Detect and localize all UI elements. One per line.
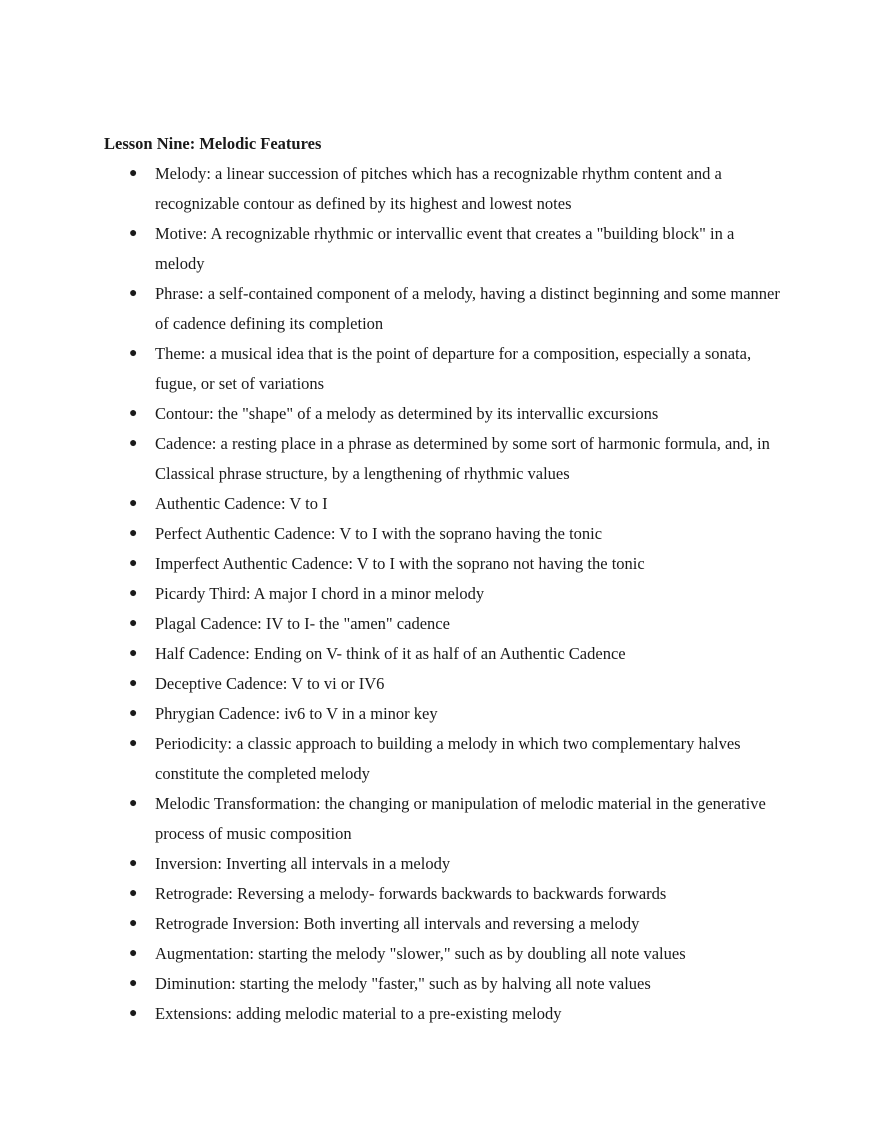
list-item-text: Cadence: a resting place in a phrase as determined by some sort of harmonic formula, and, in Classical phrase structure, by a lengthening of rhythmic values	[155, 434, 770, 483]
bullet-icon: ●	[129, 226, 138, 241]
list-item	[0, 279, 880, 339]
list-item-text: Motive: A recognizable rhythmic or intervallic event that creates a "building block" in a melody	[155, 224, 735, 273]
list-item-text: Plagal Cadence: IV to I- the "amen" cadence	[155, 614, 450, 633]
list-item-text: Authentic Cadence: V to I	[155, 494, 328, 513]
list-item-text: Retrograde: Reversing a melody- forwards backwards to backwards forwards	[155, 884, 667, 903]
list-item	[0, 219, 880, 279]
list-item-text: Phrase: a self-contained component of a melody, having a distinct beginning and some manner of cadence defining its completion	[155, 284, 780, 333]
list-item-text: Half Cadence: Ending on V- think of it as half of an Authentic Cadence	[155, 644, 626, 663]
bullet-icon: ●	[129, 736, 138, 751]
list-item-text: Phrygian Cadence: iv6 to V in a minor key	[155, 704, 438, 723]
bullet-icon: ●	[129, 916, 138, 931]
bullet-icon: ●	[129, 886, 138, 901]
list-item-text: Diminution: starting the melody "faster," such as by halving all note values	[155, 974, 651, 993]
list-item	[0, 729, 880, 789]
list-item-text: Theme: a musical idea that is the point of departure for a composition, especially a sonata, fugue, or set of variations	[155, 344, 752, 393]
list-item	[0, 339, 880, 399]
list-item-text: Imperfect Authentic Cadence: V to I with the soprano not having the tonic	[155, 554, 645, 573]
list-item	[0, 789, 880, 849]
bullet-icon: ●	[129, 526, 138, 541]
list-item	[0, 669, 880, 699]
list-item-text: Melody: a linear succession of pitches which has a recognizable rhythm content and a recognizable contour as defined by its highest and lowest notes	[155, 164, 722, 213]
list-item	[0, 159, 880, 219]
list-item	[0, 429, 880, 489]
list-item-text: Perfect Authentic Cadence: V to I with the soprano having the tonic	[155, 524, 603, 543]
bullet-icon: ●	[129, 706, 138, 721]
list-item	[0, 639, 880, 669]
bullet-icon: ●	[129, 616, 138, 631]
lesson-title: Lesson Nine: Melodic Features	[104, 134, 322, 153]
bullet-icon: ●	[129, 406, 138, 421]
list-item	[0, 399, 880, 429]
list-item-text: Augmentation: starting the melody "slower," such as by doubling all note values	[155, 944, 686, 963]
list-item	[0, 609, 880, 639]
bullet-icon: ●	[129, 586, 138, 601]
bullet-icon: ●	[129, 646, 138, 661]
bullet-icon: ●	[129, 976, 138, 991]
list-item	[0, 489, 880, 519]
bullet-icon: ●	[129, 496, 138, 511]
list-item-text: Picardy Third: A major I chord in a minor melody	[155, 584, 485, 603]
list-item-text: Extensions: adding melodic material to a pre-existing melody	[155, 1004, 562, 1023]
list-item	[0, 999, 880, 1029]
list-item-text: Inversion: Inverting all intervals in a melody	[155, 854, 451, 873]
list-item-text: Melodic Transformation: the changing or manipulation of melodic material in the generative process of music composition	[155, 794, 766, 843]
list-item	[0, 879, 880, 909]
list-item	[0, 699, 880, 729]
list-item	[0, 939, 880, 969]
definition-list	[0, 159, 880, 1029]
bullet-icon: ●	[129, 796, 138, 811]
bullet-icon: ●	[129, 946, 138, 961]
bullet-icon: ●	[129, 676, 138, 691]
list-item-text: Deceptive Cadence: V to vi or IV6	[155, 674, 385, 693]
list-item	[0, 579, 880, 609]
bullet-icon: ●	[129, 436, 138, 451]
list-item	[0, 969, 880, 999]
list-item	[0, 909, 880, 939]
list-item-text: Retrograde Inversion: Both inverting all intervals and reversing a melody	[155, 914, 640, 933]
bullet-icon: ●	[129, 556, 138, 571]
list-item	[0, 849, 880, 879]
list-item	[0, 549, 880, 579]
bullet-icon: ●	[129, 346, 138, 361]
bullet-icon: ●	[129, 856, 138, 871]
list-item-text: Periodicity: a classic approach to building a melody in which two complementary halves constitute the completed melody	[155, 734, 741, 783]
bullet-icon: ●	[129, 286, 138, 301]
list-item	[0, 519, 880, 549]
bullet-icon: ●	[129, 1006, 138, 1021]
list-item-text: Contour: the "shape" of a melody as determined by its intervallic excursions	[155, 404, 659, 423]
bullet-icon: ●	[129, 166, 138, 181]
